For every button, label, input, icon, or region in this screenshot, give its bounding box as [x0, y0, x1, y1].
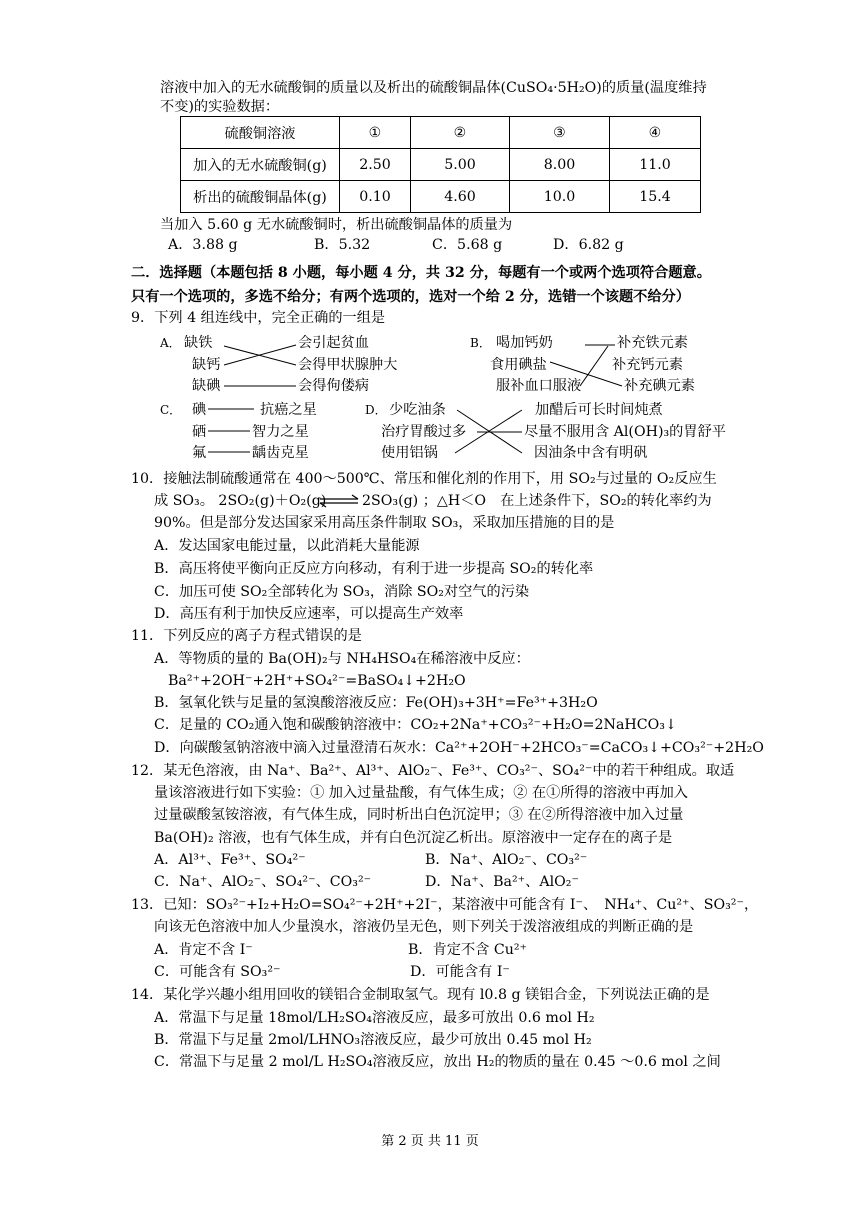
- q14-option-b: B．常温下与足量 2mol/LHNO₃溶液反应，最少可放出 0.45 mol H₂: [154, 1032, 592, 1048]
- q10-option-d: D．高压有利于加快反应速率，可以提高生产效率: [154, 606, 464, 622]
- q14-option-c: C．常温下与足量 2 mol/L H₂SO₄溶液反应，放出 H₂的物质的量在 0.45 ～0.6 mol 之间: [154, 1054, 721, 1070]
- q11-question: 11．下列反应的离子方程式错误的是: [131, 628, 362, 644]
- table-cell: 4.60: [411, 181, 510, 213]
- table-cell: 析出的硫酸铜晶体(g): [181, 181, 340, 213]
- q9-d-right-3: 因油条中含有明矾: [534, 445, 648, 461]
- q13-option-a: A．肯定不含 I⁻: [154, 942, 253, 958]
- q9-a-right-2: 会得甲状腺肿大: [298, 357, 398, 373]
- match-line: [224, 346, 296, 365]
- intro-line-2: 不变)的实验数据：: [160, 99, 280, 115]
- q9-c-right-3: 龋齿克星: [252, 445, 309, 461]
- q11-option-a-line-2: Ba²⁺+2OH⁻+2H⁺+SO₄²⁻=BaSO₄↓+2H₂O: [168, 673, 466, 689]
- data-table: [180, 116, 701, 213]
- q9-b-left-2: 食用碘盐: [490, 357, 547, 373]
- q9-d-right-2: 尽量不服用含 Al(OH)₃的胃舒平: [524, 424, 726, 440]
- q9-c-left-3: 氟: [192, 445, 207, 461]
- q13-option-d: D．可能含有 I⁻: [410, 964, 510, 980]
- q9-a-right-3: 会得佝偻病: [298, 378, 369, 394]
- table-cell: 加入的无水硫酸铜(g): [181, 149, 340, 181]
- q9-d-left-1: 少吃油条: [389, 402, 446, 418]
- equilibrium-arrow-icon: [318, 490, 362, 512]
- q10-line-1: 10．接触法制硫酸通常在 400～500℃、常压和催化剂的作用下，用 SO₂与过量的 O₂反应生: [131, 471, 717, 487]
- table-cell: 2.50: [340, 149, 411, 181]
- q8-option-d: D．6.82 g: [553, 237, 624, 253]
- q9-d-label: D．: [365, 403, 387, 417]
- q9-d-left-2: 治疗胃酸过多: [381, 424, 467, 440]
- q9-b-label: B．: [470, 336, 491, 350]
- q14-question: 14．某化学兴趣小组用回收的镁铝合金制取氢气。现有 l0.8 g 镁铝合金，下列说法正确的是: [131, 987, 710, 1003]
- table-cell: 15.4: [610, 181, 701, 213]
- q11-option-c: C．足量的 CO₂通入饱和碳酸钠溶液中：CO₂+2Na⁺+CO₃²⁻+H₂O=2NaHCO₃↓: [154, 717, 677, 733]
- q12-line-1: 12．某无色溶液，由 Na⁺、Ba²⁺、Al³⁺、AlO₂⁻、Fe³⁺、CO₃²⁻、SO₄²⁻中的若干种组成。取适: [131, 763, 735, 779]
- table-cell: 5.00: [411, 149, 510, 181]
- q12-line-3: 过量碳酸氢铵溶液，有气体生成，同时析出白色沉淀甲；③ 在②所得溶液中加入过量: [154, 807, 684, 823]
- q9-a-left-1: 缺铁: [184, 335, 213, 351]
- q10-option-c: C．加压可使 SO₂全部转化为 SO₃，消除 SO₂对空气的污染: [154, 584, 530, 600]
- table-row: [181, 181, 701, 213]
- q8-option-c: C．5.68 g: [432, 237, 503, 253]
- q9-b-right-2: 补充钙元素: [612, 357, 683, 373]
- section-heading-line-1: 二．选择题（本题包括 8 小题，每小题 4 分，共 32 分，每题有一个或两个选项符合题意。: [131, 265, 711, 281]
- q9-d-left-3: 使用铝锅: [381, 445, 438, 461]
- q11-option-a-line-1: A．等物质的量的 Ba(OH)₂与 NH₄HSO₄在稀溶液中反应：: [154, 651, 530, 667]
- q11-option-b: B．氢氧化铁与足量的氢溴酸溶液反应：Fe(OH)₃+3H⁺=Fe³⁺+3H₂O: [154, 695, 598, 711]
- table-header-cell: ①: [340, 117, 411, 149]
- q9-a-right-1: 会引起贫血: [298, 335, 369, 351]
- q10-option-b: B．高压将使平衡向正反应方向移动，有利于进一步提高 SO₂的转化率: [154, 561, 594, 577]
- q9-b-right-1: 补充铁元素: [617, 335, 688, 351]
- q12-line-4: Ba(OH)₂ 溶液，也有气体生成，并有白色沉淀乙析出。原溶液中一定存在的离子是: [154, 830, 673, 846]
- match-line: [457, 410, 522, 453]
- q9-c-label: C．: [160, 403, 182, 417]
- table-header-cell: ④: [610, 117, 701, 149]
- q9-b-left-3: 服补血口服液: [496, 378, 582, 394]
- table-header-cell: ③: [510, 117, 610, 149]
- q9-d-right-1: 加醋后可长时间炖煮: [535, 402, 663, 418]
- q13-line-1: 13．已知：SO₃²⁻+I₂+H₂O=SO₄²⁻+2H⁺+2I⁻，某溶液中可能含有 I⁻、 NH₄⁺、Cu²⁺、SO₃²⁻，: [131, 897, 759, 913]
- q12-option-d: D．Na⁺、Ba²⁺、AlO₂⁻: [425, 874, 579, 890]
- q13-option-b: B．肯定不含 Cu²⁺: [408, 942, 528, 958]
- q9-c-left-2: 硒: [192, 424, 207, 440]
- table-row: [181, 149, 701, 181]
- q10-option-a: A．发达国家电能过量，以此消耗大量能源: [154, 538, 420, 554]
- intro-line-1: 溶液中加入的无水硫酸铜的质量以及析出的硫酸铜晶体(CuSO₄·5H₂O)的质量(温度维持: [160, 80, 707, 96]
- q9-c-right-1: 抗癌之星: [260, 402, 317, 418]
- page-footer: 第 2 页 共 11 页: [381, 1134, 479, 1149]
- q12-option-c: C．Na⁺、AlO₂⁻、SO₄²⁻、CO₃²⁻: [154, 874, 372, 890]
- q9-a-left-3: 缺碘: [192, 378, 221, 394]
- q13-option-c: C．可能含有 SO₃²⁻: [154, 964, 281, 980]
- table-cell: 0.10: [340, 181, 411, 213]
- match-line: [224, 345, 296, 365]
- q9-c-left-1: 碘: [192, 402, 207, 418]
- q9-question: 9．下列 4 组连线中，完全正确的一组是: [131, 310, 386, 326]
- q9-a-label: A．: [160, 336, 181, 350]
- table-header-row: [181, 117, 701, 149]
- table-cell: 8.00: [510, 149, 610, 181]
- q12-line-2: 量该溶液进行如下实验：① 加入过量盐酸，有气体生成；② 在①所得的溶液中再加入: [154, 785, 688, 801]
- q8-option-b: B．5.32: [314, 237, 371, 253]
- q10-line-2b: 2SO₃(g) ；△H＜O 在上述条件下，SO₂的转化率约为: [362, 493, 712, 509]
- table-cell: 10.0: [510, 181, 610, 213]
- q12-option-b: B．Na⁺、AlO₂⁻、CO₃²⁻: [425, 852, 588, 868]
- q10-line-3: 90%。但是部分发达国家采用高压条件制取 SO₃，采取加压措施的目的是: [154, 515, 615, 531]
- table-header-cell: 硫酸铜溶液: [181, 117, 340, 149]
- q9-b-left-1: 喝加钙奶: [496, 335, 553, 351]
- section-heading-line-2: 只有一个选项的，多选不给分；有两个选项的，选对一个给 2 分，选错一个该题不给分）: [131, 289, 690, 305]
- q9-b-right-3: 补充碘元素: [624, 378, 695, 394]
- q9-a-left-2: 缺钙: [192, 357, 221, 373]
- match-line: [580, 346, 608, 386]
- q10-line-2a: 成 SO₃。 2SO₂(g)＋O₂(g): [154, 493, 327, 509]
- q13-line-2: 向该无色溶液中加人少量溴水，溶液仍呈无色，则下列关于泼溶液组成的判断正确的是: [154, 919, 694, 935]
- table-header-cell: ②: [411, 117, 510, 149]
- q9-c-right-2: 智力之星: [252, 424, 309, 440]
- q11-option-d: D．向碳酸氢钠溶液中滴入过量澄清石灰水：Ca²⁺+2OH⁻+2HCO₃⁻=CaCO₃↓+CO₃²⁻+2H₂O: [154, 740, 764, 756]
- q12-option-a: A．Al³⁺、Fe³⁺、SO₄²⁻: [154, 852, 306, 868]
- q14-option-a: A．常温下与足量 18mol/LH₂SO₄溶液反应，最多可放出 0.6 mol H₂: [154, 1010, 595, 1026]
- q8-question: 当加入 5.60 g 无水硫酸铜时，析出硫酸铜晶体的质量为: [160, 217, 513, 233]
- table-cell: 11.0: [610, 149, 701, 181]
- q8-option-a: A．3.88 g: [168, 237, 238, 253]
